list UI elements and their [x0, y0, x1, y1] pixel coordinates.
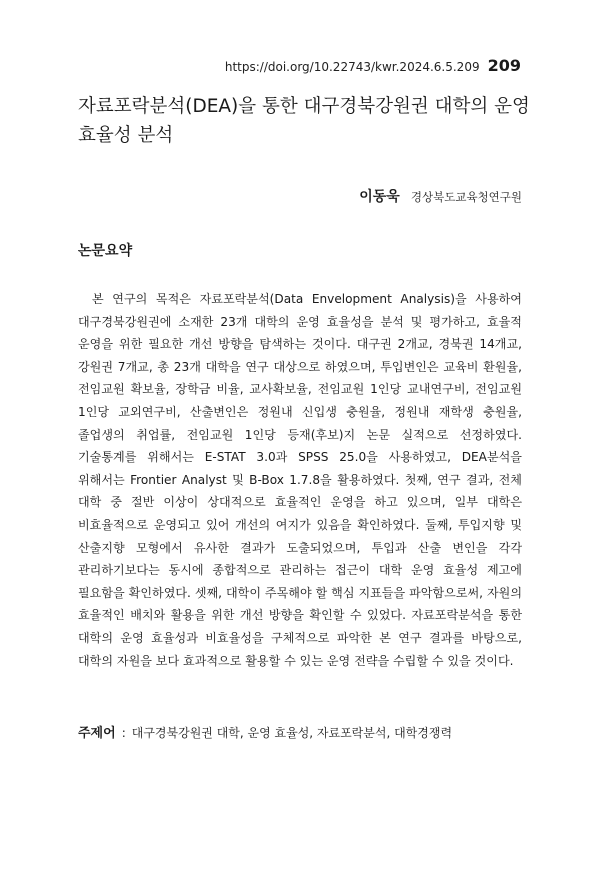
page-header: [0, 56, 521, 75]
doi-link[interactable]: https://doi.org/10.22743/kwr.2024.6.5.209: [224, 60, 480, 74]
abstract-body: 본 연구의 목적은 자료포락분석(Data Envelopment Analysis)을 사용하여 대구경북강원권에 소재한 23개 대학의 운영 효율성을 분석 및 평가하고, 효율적 운영을 위한 필요한 개선 방향을 탐색하는 것이다. 대구권 2개교, 경북권 14개교, 강원권 7개교, 총 23개 대학을 연구 대상으로 하였으며, 투입변인은 교육비 환원율, 전임교원 확보율, 장학금 비율, 교사확보율, 전임교원 1인당 교내연구비, 전임교원 1인당 교외연구비, 산출변인은 정원내 신입생 충원율, 정원내 재학생 충원율, 졸업생의 취업률, 전임교원 1인당 등재(후보)지 논문 실적으로 선정하였다. 기술통계를 위해서는 E-STAT 3.0과 SPSS 25.0을 사용하였고, DEA분석을 위해서는 Frontier Analyst 및 B-Box 1.7.8을 활용하였다. 첫째, 연구 결과, 전체 대학 중 절반 이상이 상대적으로 효율적인 운영을 하고 있으며, 일부 대학은 비효율적으로 운영되고 있어 개선의 여지가 있음을 확인하였다. 둘째, 투입지향 및 산출지향 모형에서 유사한 결과가 도출되었으며, 투입과 산출 변인을 각각 관리하기보다는 동시에 종합적으로 관리하는 접근이 대학 운영 효율성 제고에 필요함을 확인하였다. 셋째, 대학이 주목해야 할 핵심 지표들을 파악함으로써, 자원의 효율적인 배치와 활용을 위한 개선 방향을 확인할 수 있었다. 자료포락분석을 통한 대학의 운영 효율성과 비효율성을 구체적으로 파악한 본 연구 결과를 바탕으로, 대학의 자원을 보다 효과적으로 활용할 수 있는 운영 전략을 수립할 수 있을 것이다.: [78, 292, 522, 668]
keywords-separator: :: [121, 726, 126, 740]
page-number: 209: [487, 56, 521, 75]
paper-title: 자료포락분석(DEA)을 통한 대구경북강원권 대학의 운영 효율성 분석: [78, 96, 530, 146]
author-name: 이동욱: [359, 189, 400, 205]
keywords-line: [78, 722, 522, 741]
keywords-label: 주제어: [78, 726, 116, 741]
keywords-text: 대구경북강원권 대학, 운영 효율성, 자료포락분석, 대학경쟁력: [131, 726, 453, 740]
author-line: [0, 186, 522, 206]
abstract-heading: 논문요약: [78, 243, 133, 259]
author-affiliation: 경상북도교육청연구원: [410, 190, 522, 204]
